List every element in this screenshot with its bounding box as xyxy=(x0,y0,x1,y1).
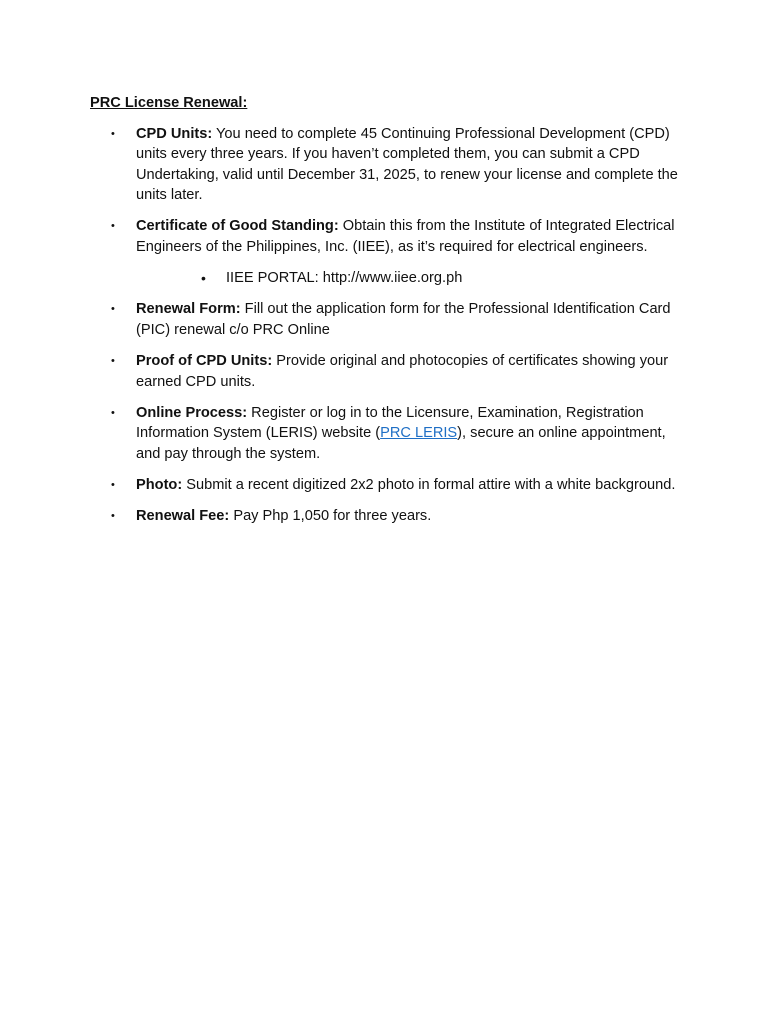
item-label: Proof of CPD Units: xyxy=(136,352,273,369)
prc-leris-link[interactable]: PRC LERIS xyxy=(380,425,458,442)
bullet-icon: • xyxy=(111,406,115,419)
page-title: PRC License Renewal: xyxy=(90,95,248,111)
item-label: Renewal Form: xyxy=(136,301,241,318)
bullet-icon: • xyxy=(111,127,115,140)
bullet-icon: • xyxy=(201,270,206,287)
item-label: Online Process: xyxy=(136,404,248,421)
list-item-renewal-form xyxy=(90,299,680,340)
item-text: Pay Php 1,050 for three years. xyxy=(229,508,432,524)
list-item-good-standing xyxy=(90,216,680,257)
item-label: Certificate of Good Standing: xyxy=(136,218,339,235)
item-text-before: Register or log in to the Licensure, Examination, Registration Information System (LERIS) website ( xyxy=(136,404,644,442)
requirements-list xyxy=(90,124,680,258)
bullet-icon: • xyxy=(111,478,115,491)
item-text: Provide original and photocopies of certificates showing your earned CPD units. xyxy=(136,352,669,390)
item-label: CPD Units: xyxy=(136,125,213,142)
document-content xyxy=(90,93,680,537)
item-label: Renewal Fee: xyxy=(136,508,230,524)
bullet-icon: • xyxy=(111,354,115,367)
list-item-cpd-units xyxy=(90,124,680,206)
list-item-renewal-fee xyxy=(90,506,680,527)
item-text: Obtain this from the Institute of Integrated Electrical Engineers of the Philippines, Inc. (IIEE), as it’s required for electrical engineers. xyxy=(136,218,675,256)
list-item-photo xyxy=(90,475,680,496)
bullet-icon: • xyxy=(111,220,115,233)
sub-item-text: IIEE PORTAL: http://www.iiee.org.ph xyxy=(226,270,463,287)
bullet-icon: • xyxy=(111,303,115,316)
item-text: Fill out the application form for the Professional Identification Card (PIC) renewal c/o PRC Online xyxy=(136,301,671,338)
item-text-after: ), secure an online appointment, and pay through the system. xyxy=(136,425,666,462)
requirements-list-continued xyxy=(90,299,680,526)
list-item-online-process xyxy=(90,403,680,465)
list-item-proof-cpd xyxy=(90,351,680,392)
sub-item-iiee-portal xyxy=(90,268,680,289)
item-label: Photo: xyxy=(136,476,183,493)
item-text: You need to complete 45 Continuing Professional Development (CPD) units every three years. If you haven’t completed them, you can submit a CPD Undertaking, valid until December 31, 2025, to renew your license and complete the units later. xyxy=(136,125,678,204)
item-text: Submit a recent digitized 2x2 photo in formal attire with a white background. xyxy=(182,476,676,493)
bullet-icon: • xyxy=(111,510,115,522)
